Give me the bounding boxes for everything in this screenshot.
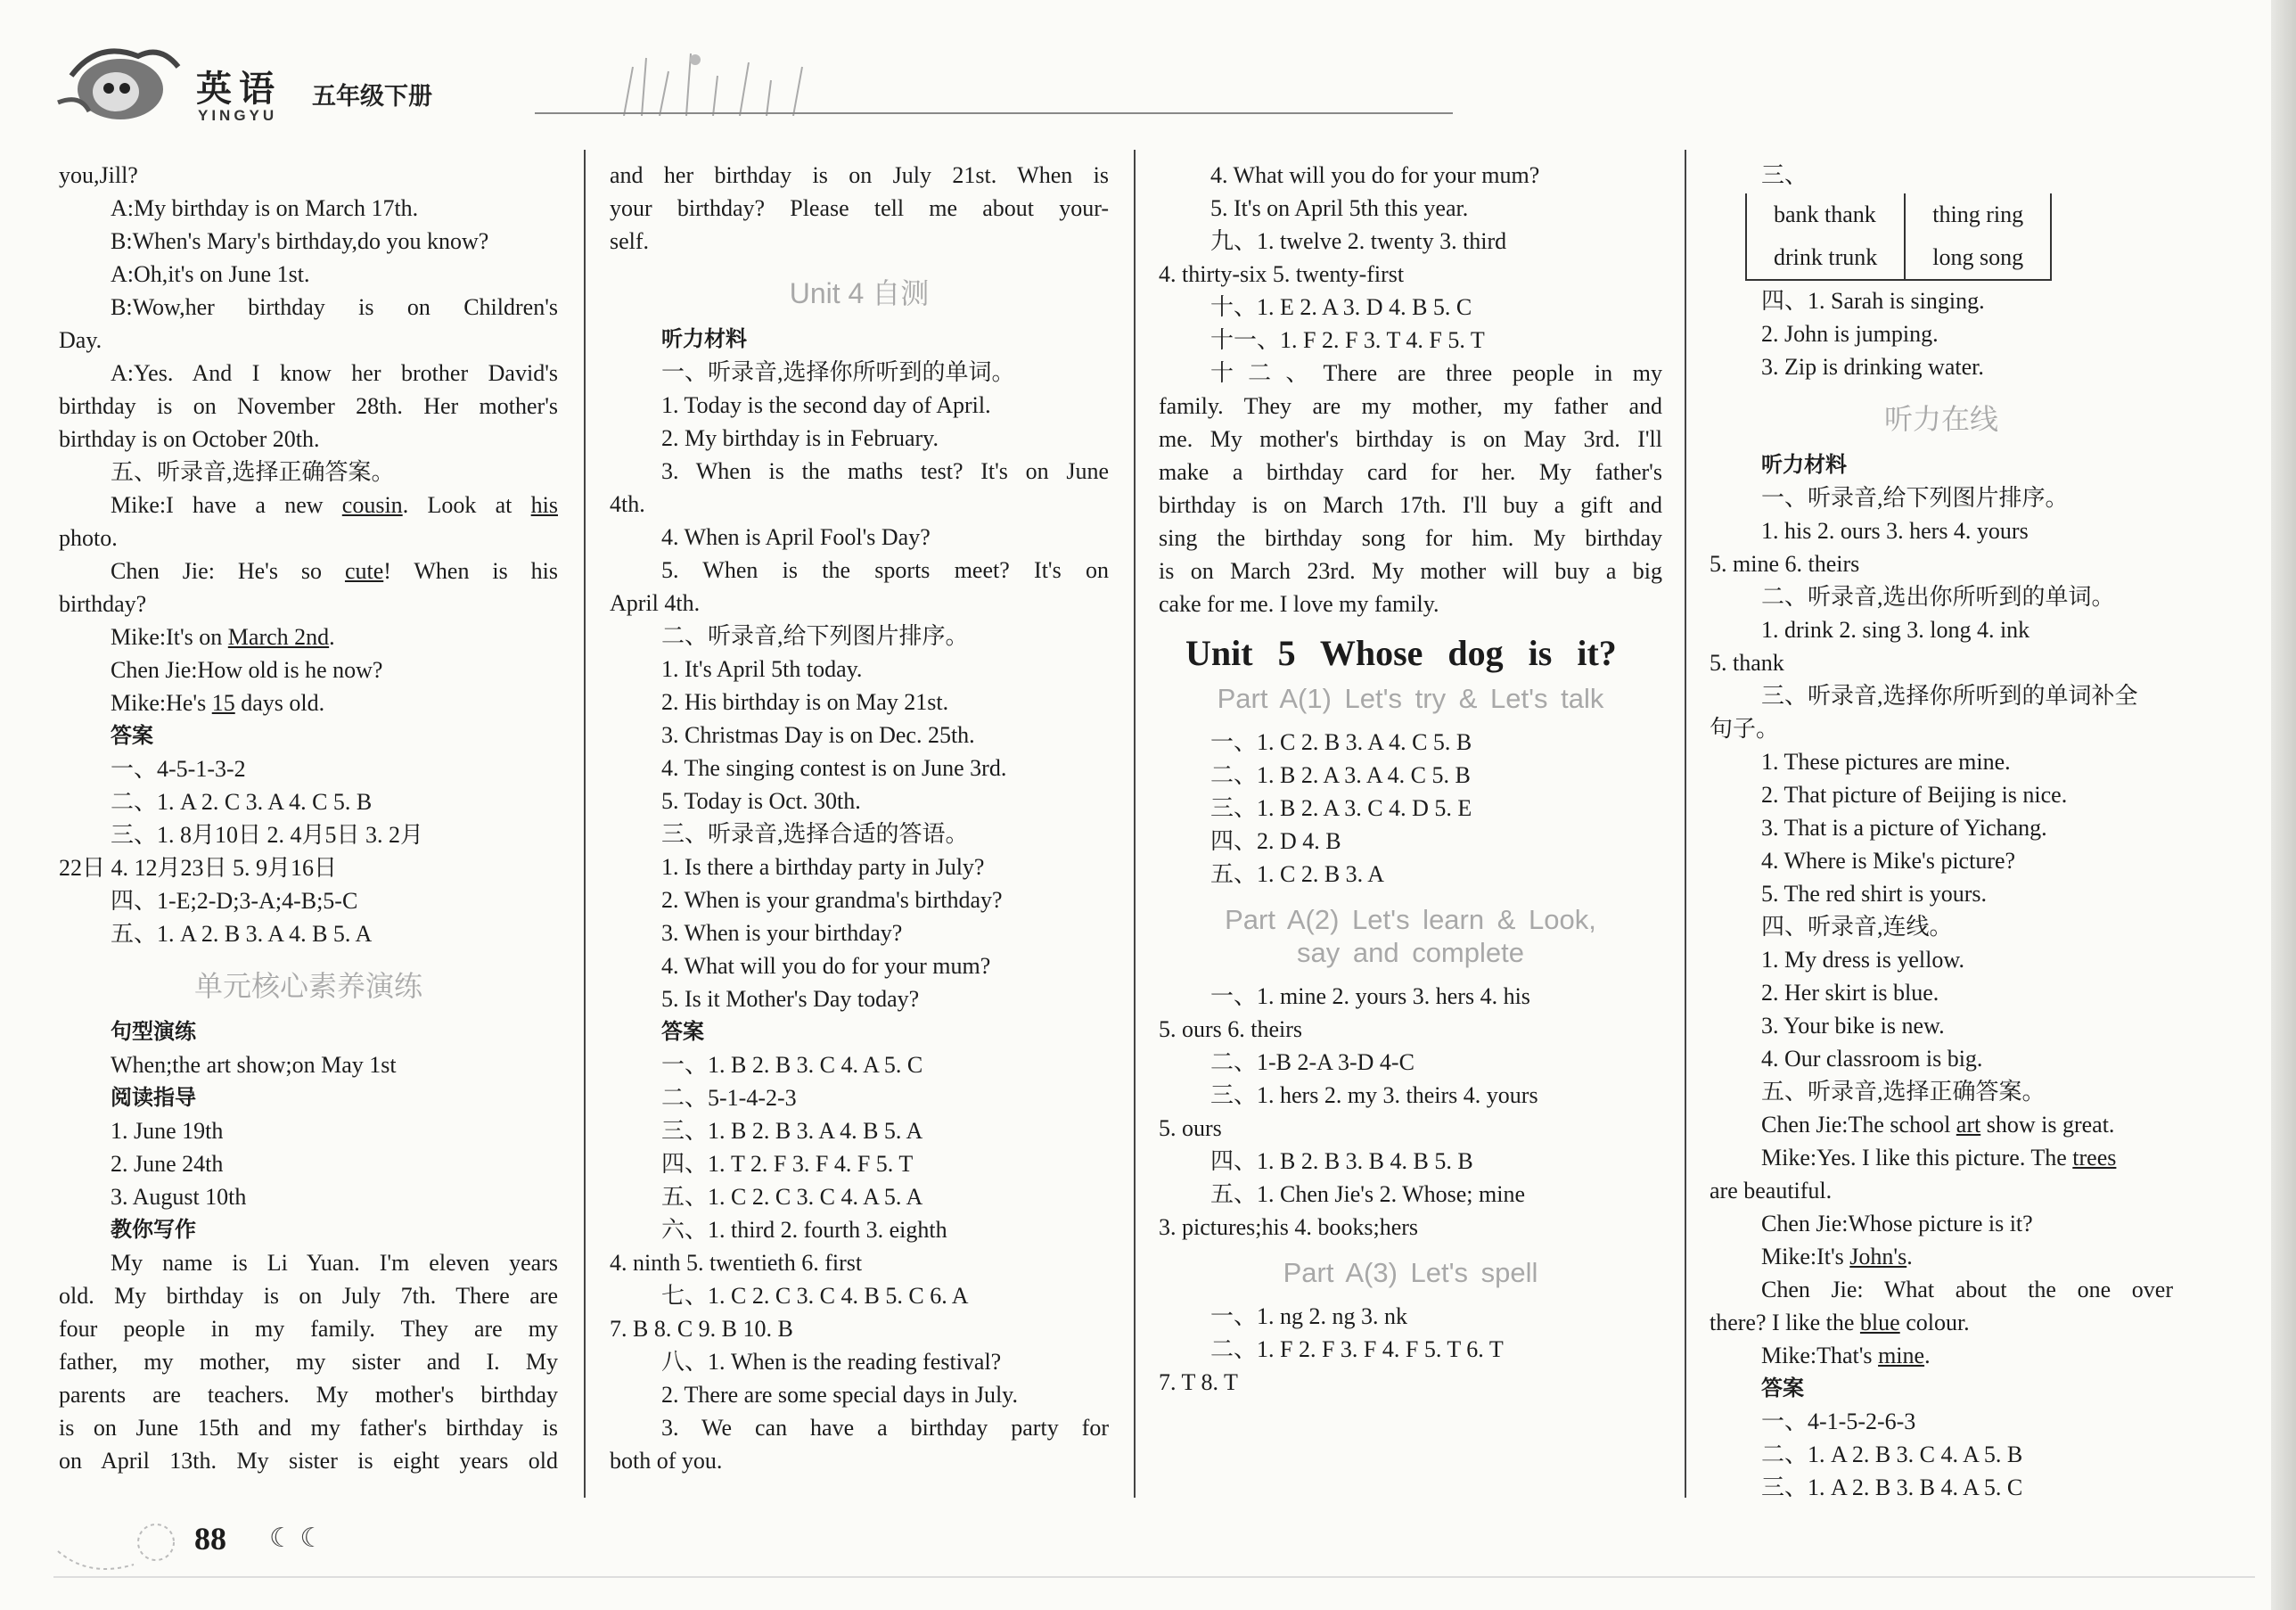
answer-line: 3. pictures;his 4. books;hers	[1159, 1214, 1419, 1240]
table-cell: thing ring	[1905, 193, 2051, 236]
dialog-line: Chen Jie:Whose picture is it?	[1761, 1211, 2033, 1236]
page-header	[53, 36, 1408, 134]
answer-line: 一、4-1-5-2-6-3	[1761, 1409, 1916, 1434]
text-line: 1. Is there a birthday party in July?	[661, 854, 985, 880]
text-line: 2. His birthday is on May 21st.	[661, 689, 949, 715]
text-line: self.	[610, 228, 650, 254]
text-line: Day.	[59, 327, 102, 353]
answer-line: 四、1. Sarah is singing.	[1761, 288, 1985, 314]
text-line: 5. thank	[1710, 650, 1784, 676]
mascot-icon	[53, 40, 187, 129]
answer-line: 十一、1. F 2. F 3. T 4. F 5. T	[1210, 327, 1485, 353]
text-line: 十二、There are three people in my	[1210, 360, 1662, 386]
answer-line: When;the art show;on May 1st	[111, 1052, 397, 1078]
text-line: me. My mother's birthday is on May 3rd. I'll	[1159, 426, 1662, 452]
answer-line: 七、1. C 2. C 3. C 4. B 5. C 6. A	[661, 1283, 969, 1309]
text-line: on April 13th. My sister is eight years old	[59, 1448, 558, 1474]
answer-line: 3. August 10th	[111, 1184, 247, 1210]
answer-line: 一、4-5-1-3-2	[111, 756, 246, 782]
unit-title: Unit 5 Whose dog is it?	[1185, 633, 1617, 673]
text-line: cake for me. I love my family.	[1159, 591, 1439, 617]
part-title: say and complete	[1297, 937, 1524, 968]
answer-line: 六、1. third 2. fourth 3. eighth	[661, 1217, 947, 1243]
text-line: 4. What will you do for your mum?	[661, 953, 991, 979]
text-line: 1. drink 2. sing 3. long 4. ink	[1761, 617, 2030, 643]
grade-label: 五年级下册	[312, 83, 432, 111]
answer-line: 4. ninth 5. twentieth 6. first	[610, 1250, 863, 1276]
dialog-line: Chen Jie:The school art show is great.	[1761, 1112, 2115, 1138]
dialog-line: there? I like the blue colour.	[1710, 1310, 1970, 1335]
text-line: father, my mother, my sister and I. My	[59, 1349, 558, 1375]
column-2	[610, 159, 1109, 1477]
table-cell: long song	[1905, 236, 2051, 280]
text-line: four people in my family. They are my	[59, 1316, 558, 1342]
text-line: B:When's Mary's birthday,do you know?	[111, 228, 489, 254]
part-title: Part A(1) Let's try & Let's talk	[1217, 683, 1604, 714]
dialog-line: Mike:I have a new cousin. Look at his	[111, 492, 558, 518]
dialog-line: are beautiful.	[1710, 1178, 1833, 1203]
answer-line: 五、1. A 2. B 3. A 4. B 5. A	[111, 921, 373, 947]
answer-line: 一、1. B 2. B 3. C 4. A 5. C	[661, 1052, 923, 1078]
part-title: Part A(2) Let's learn & Look,	[1225, 904, 1596, 935]
text-line: 4. When is April Fool's Day?	[661, 524, 931, 550]
answer-line: 三、1. B 2. A 3. C 4. D 5. E	[1210, 795, 1472, 821]
text-line: 4. What will you do for your mum?	[1210, 162, 1540, 188]
question-heading: 五、听录音,选择正确答案。	[1761, 1079, 2046, 1105]
answer-line: 4. thirty-six 5. twenty-first	[1159, 261, 1405, 287]
text-line: 1. Today is the second day of April.	[661, 392, 991, 418]
answer-line: 四、1. B 2. B 3. B 4. B 5. B	[1210, 1148, 1473, 1174]
text-line: parents are teachers. My mother's birthday	[59, 1382, 558, 1408]
answer-line: 2. June 24th	[111, 1151, 224, 1177]
text-line: 3. Christmas Day is on Dec. 25th.	[661, 722, 975, 748]
answer-line: 1. June 19th	[111, 1118, 224, 1144]
word-table	[1745, 193, 2052, 281]
text-line: 5. It's on April 5th this year.	[1210, 195, 1469, 221]
text-line: 4. Our classroom is big.	[1761, 1046, 1983, 1072]
answer-heading: 答案	[661, 1019, 704, 1044]
answer-line: 二、5-1-4-2-3	[661, 1085, 797, 1111]
answer-line: 3. We can have a birthday party for	[661, 1415, 1109, 1441]
answer-line: 二、1. B 2. A 3. A 4. C 5. B	[1210, 762, 1471, 788]
answer-line: 十、1. E 2. A 3. D 4. B 5. C	[1210, 294, 1472, 320]
table-cell: drink trunk	[1746, 236, 1905, 280]
answer-heading: 答案	[1761, 1376, 1804, 1401]
subsection-heading: 教你写作	[111, 1217, 196, 1242]
text-line: 5. The red shirt is yours.	[1761, 881, 1987, 907]
question-heading: 四、听录音,连线。	[1761, 914, 1953, 940]
answer-line: 一、1. ng 2. ng 3. nk	[1210, 1303, 1408, 1329]
subject-title: 英语	[196, 69, 282, 110]
text-line: 1. his 2. ours 3. hers 4. yours	[1761, 518, 2029, 544]
question-heading: 一、听录音,给下列图片排序。	[1761, 485, 2069, 511]
column-divider	[1685, 150, 1686, 1498]
subsection-heading: 听力材料	[661, 326, 747, 351]
answer-line: 四、2. D 4. B	[1210, 828, 1341, 854]
answer-line: 7. B 8. C 9. B 10. B	[610, 1316, 793, 1342]
grass-decoration-icon	[606, 49, 838, 116]
answer-line: 九、1. twelve 2. twenty 3. third	[1210, 228, 1507, 254]
text-line: 1. It's April 5th today.	[661, 656, 863, 682]
text-line: 4th.	[610, 491, 645, 517]
answer-line: 五、1. C 2. C 3. C 4. A 5. A	[661, 1184, 923, 1210]
subsection-heading: 句型演练	[111, 1019, 196, 1044]
text-line: April 4th.	[610, 590, 701, 616]
answer-line: 一、1. mine 2. yours 3. hers 4. his	[1210, 983, 1530, 1009]
text-line: 3. That is a picture of Yichang.	[1761, 815, 2047, 841]
dialog-line: Mike:Yes. I like this picture. The trees	[1761, 1145, 2117, 1171]
text-line: is on March 23rd. My mother will buy a big	[1159, 558, 1662, 584]
answer-line: 22日 4. 12月23日 5. 9月16日	[59, 855, 338, 881]
text-line: 4. The singing contest is on June 3rd.	[661, 755, 1007, 781]
dialog-line: Chen Jie: What about the one over	[1761, 1277, 2173, 1302]
answer-line: 2. John is jumping.	[1761, 321, 1939, 347]
text-line: sing the birthday song for him. My birthday	[1159, 525, 1662, 551]
dialog-line: Mike:It's on March 2nd.	[111, 624, 335, 650]
column-1	[59, 159, 558, 1477]
subsection-heading: 阅读指导	[111, 1085, 196, 1110]
section-title: 听力在线	[1883, 403, 1998, 435]
answer-line: 二、1. A 2. B 3. C 4. A 5. B	[1761, 1442, 2023, 1467]
part-title: Part A(3) Let's spell	[1283, 1257, 1538, 1288]
text-line: 3. Your bike is new.	[1761, 1013, 1945, 1039]
column-divider	[584, 150, 586, 1498]
question-heading: 五、听录音,选择正确答案。	[111, 459, 395, 485]
page-number: 88	[194, 1521, 226, 1557]
text-line: birthday is on November 28th. Her mother's	[59, 393, 558, 419]
text-line: 2. That picture of Beijing is nice.	[1761, 782, 2068, 808]
answer-line: 五、1. Chen Jie's 2. Whose; mine	[1210, 1181, 1526, 1207]
subject-pinyin: YINGYU	[198, 107, 278, 124]
question-heading: 二、听录音,选出你所听到的单词。	[1761, 584, 2115, 610]
footer-rule	[53, 1576, 2255, 1578]
text-line: your birthday? Please tell me about your-	[610, 195, 1109, 221]
answer-line: 二、1. A 2. C 3. A 4. C 5. B	[111, 789, 373, 815]
text-line: B:Wow,her birthday is on Children's	[111, 294, 558, 320]
text-line: A:Oh,it's on June 1st.	[111, 261, 310, 287]
answer-line: 7. T 8. T	[1159, 1369, 1238, 1395]
question-heading: 句子。	[1710, 716, 1780, 742]
answer-line: 二、1-B 2-A 3-D 4-C	[1210, 1049, 1414, 1075]
answer-line: 八、1. When is the reading festival?	[661, 1349, 1002, 1375]
answer-line: 五、1. C 2. B 3. A	[1210, 861, 1385, 887]
text-line: 3. When is your birthday?	[661, 920, 903, 946]
answer-line: 四、1-E;2-D;3-A;4-B;5-C	[111, 888, 358, 914]
question-heading: 三、听录音,选择合适的答语。	[661, 821, 969, 847]
dialog-line: Mike:He's 15 days old.	[111, 690, 325, 716]
answer-line: 5. ours	[1159, 1115, 1222, 1141]
question-heading: 三、	[1761, 162, 1808, 188]
dialog-line: photo.	[59, 525, 118, 551]
dialog-line: Chen Jie:How old is he now?	[111, 657, 383, 683]
dialog-line: birthday?	[59, 591, 147, 617]
footer-decoration-icon	[53, 1516, 187, 1578]
text-line: My name is Li Yuan. I'm eleven years	[111, 1250, 558, 1276]
answer-line: 三、1. 8月10日 2. 4月5日 3. 2月	[111, 822, 424, 848]
text-line: 5. When is the sports meet? It's on	[661, 557, 1109, 583]
column-4	[1710, 159, 2173, 1504]
text-line: A:Yes. And I know her brother David's	[111, 360, 558, 386]
question-heading: 一、听录音,选择你所听到的单词。	[661, 359, 1015, 385]
question-heading: 二、听录音,给下列图片排序。	[661, 623, 969, 649]
table-cell: bank thank	[1746, 193, 1905, 236]
text-line: 1. My dress is yellow.	[1761, 947, 1964, 973]
answer-line: 5. ours 6. theirs	[1159, 1016, 1303, 1042]
answer-line: 四、1. T 2. F 3. F 4. F 5. T	[661, 1151, 914, 1177]
text-line: 5. Today is Oct. 30th.	[661, 788, 861, 814]
answer-line: 三、1. hers 2. my 3. theirs 4. yours	[1210, 1082, 1538, 1108]
answer-line: 3. Zip is drinking water.	[1761, 354, 1984, 380]
text-line: A:My birthday is on March 17th.	[111, 195, 419, 221]
answer-heading: 答案	[111, 723, 153, 748]
text-line: 2. My birthday is in February.	[661, 425, 939, 451]
section-title: 单元核心素养演练	[193, 970, 422, 1002]
text-line: 3. When is the maths test? It's on June	[661, 458, 1109, 484]
answer-line: 三、1. A 2. B 3. B 4. A 5. C	[1761, 1474, 2023, 1500]
text-line: 2. When is your grandma's birthday?	[661, 887, 1003, 913]
page-edge	[2271, 0, 2296, 1610]
dialog-line: Mike:That's mine.	[1761, 1343, 1931, 1368]
text-line: 5. mine 6. theirs	[1710, 551, 1860, 577]
text-line: birthday is on March 17th. I'll buy a gift and	[1159, 492, 1662, 518]
text-line: family. They are my mother, my father and	[1159, 393, 1662, 419]
answer-line: 2. There are some special days in July.	[661, 1382, 1018, 1408]
section-title: Unit 4 自测	[789, 277, 930, 309]
text-line: 4. Where is Mike's picture?	[1761, 848, 2016, 874]
text-line: 1. These pictures are mine.	[1761, 749, 2011, 775]
text-line: 2. Her skirt is blue.	[1761, 980, 1939, 1006]
answer-line: both of you.	[610, 1448, 723, 1474]
text-line: 5. Is it Mother's Day today?	[661, 986, 920, 1012]
text-line: make a birthday card for her. My father's	[1159, 459, 1662, 485]
text-line: old. My birthday is on July 7th. There are	[59, 1283, 558, 1309]
answer-line: 三、1. B 2. B 3. A 4. B 5. A	[661, 1118, 923, 1144]
dialog-line: Chen Jie: He's so cute! When is his	[111, 558, 559, 584]
header-rule	[535, 112, 1453, 114]
dialog-line: Mike:It's John's.	[1761, 1244, 1913, 1269]
column-divider	[1134, 150, 1136, 1498]
text-line: is on June 15th and my father's birthday is	[59, 1415, 558, 1441]
moon-decoration-icon: ☾ ☾	[269, 1524, 324, 1553]
answer-line: 一、1. C 2. B 3. A 4. C 5. B	[1210, 729, 1472, 755]
column-3	[1159, 159, 1662, 1399]
text-line: birthday is on October 20th.	[59, 426, 320, 452]
text-line: and her birthday is on July 21st. When is	[610, 162, 1109, 188]
text-line: you,Jill?	[59, 162, 138, 188]
question-heading: 三、听录音,选择你所听到的单词补全	[1761, 683, 2138, 709]
subsection-heading: 听力材料	[1761, 452, 1847, 477]
answer-line: 二、1. F 2. F 3. F 4. F 5. T 6. T	[1210, 1336, 1504, 1362]
